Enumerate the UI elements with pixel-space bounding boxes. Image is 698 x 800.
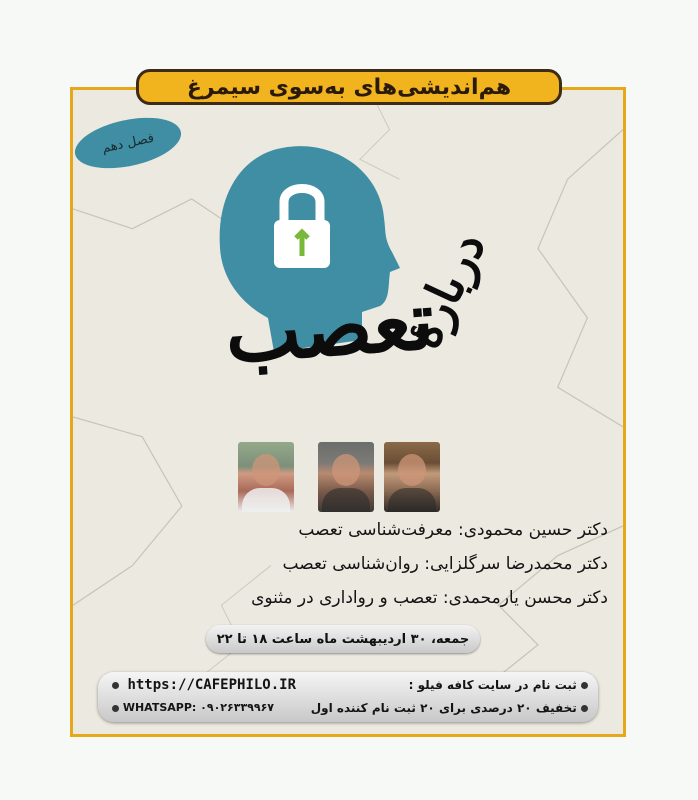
bullet-icon	[581, 682, 588, 689]
bullet-icon	[581, 705, 588, 712]
speaker-line: دکتر حسین محمودی: معرفت‌شناسی تعصب	[298, 520, 608, 540]
event-series-title-text: هم‌اندیشی‌های به‌سوی سیمرغ	[186, 74, 512, 100]
whatsapp-number[interactable]: ۰۹۰۲۶۳۳۹۹۶۷	[200, 701, 275, 714]
speaker-photo	[238, 442, 294, 512]
registration-text: ثبت نام در سایت کافه فیلو :	[408, 678, 577, 692]
season-badge-text: فصل دهم	[100, 130, 156, 156]
discount-text: تخفیف ۲۰ درصدی برای ۲۰ ثبت نام کننده اول	[310, 701, 577, 715]
speaker-line: دکتر محسن یارمحمدی: تعصب و رواداری در مثنوی	[251, 588, 608, 608]
info-bar	[98, 672, 598, 722]
registration-note	[409, 678, 588, 692]
bullet-icon	[112, 682, 119, 689]
speaker-photo	[384, 442, 440, 512]
website-url[interactable]: https://CAFEPHILO.IR	[127, 677, 297, 693]
whatsapp-contact[interactable]	[112, 701, 274, 714]
speaker-photo	[318, 442, 374, 512]
event-date-pill	[206, 625, 480, 653]
discount-note	[311, 701, 588, 715]
speaker-line: دکتر محمدرضا سرگلزایی: روان‌شناسی تعصب	[282, 554, 608, 574]
bullet-icon	[112, 705, 119, 712]
event-date-text: جمعه، ۳۰ اردیبهشت ماه ساعت ۱۸ تا ۲۲	[216, 631, 470, 647]
main-title-word: تعصب	[221, 272, 437, 382]
main-title-prefix: دربارهٔ	[395, 223, 497, 357]
website-link[interactable]	[112, 677, 296, 693]
event-series-title	[136, 69, 562, 105]
whatsapp-label: WHATSAPP:	[122, 701, 197, 714]
poster-main-title	[205, 223, 497, 428]
